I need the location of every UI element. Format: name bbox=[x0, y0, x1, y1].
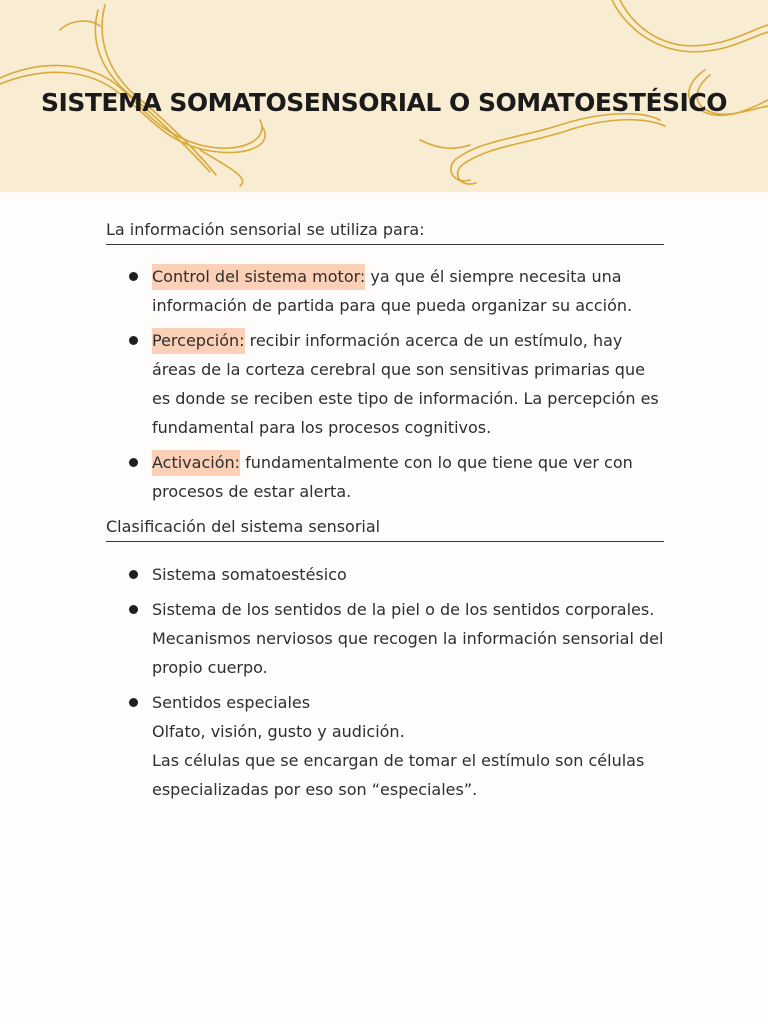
clasificacion-list bbox=[128, 560, 668, 804]
highlighted-term: Control del sistema motor: bbox=[152, 264, 365, 290]
item-detail: Las células que se encargan de tomar el estímulo son células especializadas por eso son “especiales”. bbox=[152, 751, 645, 799]
item-label: Sentidos especiales bbox=[152, 693, 311, 712]
item-label: Sistema de los sentidos de la piel o de los sentidos corporales. bbox=[152, 600, 655, 619]
item-label: Sistema somatoestésico bbox=[152, 565, 347, 584]
bullet-icon bbox=[129, 698, 138, 707]
page-title: SISTEMA SOMATOSENSORIAL O SOMATOESTÉSICO bbox=[41, 88, 727, 117]
bullet-icon bbox=[129, 458, 138, 467]
list-item bbox=[128, 595, 668, 682]
list-item bbox=[128, 448, 668, 506]
bullet-icon bbox=[129, 272, 138, 281]
highlighted-term: Percepción: bbox=[152, 328, 245, 354]
list-item bbox=[128, 560, 668, 589]
list-item bbox=[128, 262, 668, 320]
item-text: ya que él siempre necesita una información de partida para que pueda organizar su acción. bbox=[152, 267, 633, 315]
list-item bbox=[128, 688, 668, 804]
usos-list bbox=[128, 262, 668, 506]
bullet-icon bbox=[129, 605, 138, 614]
highlighted-term: Activación: bbox=[152, 450, 240, 476]
item-text: recibir información acerca de un estímulo, hay áreas de la corteza cerebral que son sensitivas primarias que es donde se reciben este tipo de información. La percepción es fundamental para los procesos cognitivos. bbox=[152, 331, 659, 437]
item-detail: Mecanismos nerviosos que recogen la información sensorial del propio cuerpo. bbox=[152, 629, 664, 677]
bullet-icon bbox=[129, 570, 138, 579]
section-heading-usos: La información sensorial se utiliza para: bbox=[106, 220, 664, 245]
item-detail: Olfato, visión, gusto y audición. bbox=[152, 722, 405, 741]
bullet-icon bbox=[129, 336, 138, 345]
header-banner bbox=[0, 0, 768, 192]
item-text: fundamentalmente con lo que tiene que ver con procesos de estar alerta. bbox=[152, 453, 633, 501]
section-heading-clasificacion: Clasificación del sistema sensorial bbox=[106, 517, 664, 542]
list-item bbox=[128, 326, 668, 442]
